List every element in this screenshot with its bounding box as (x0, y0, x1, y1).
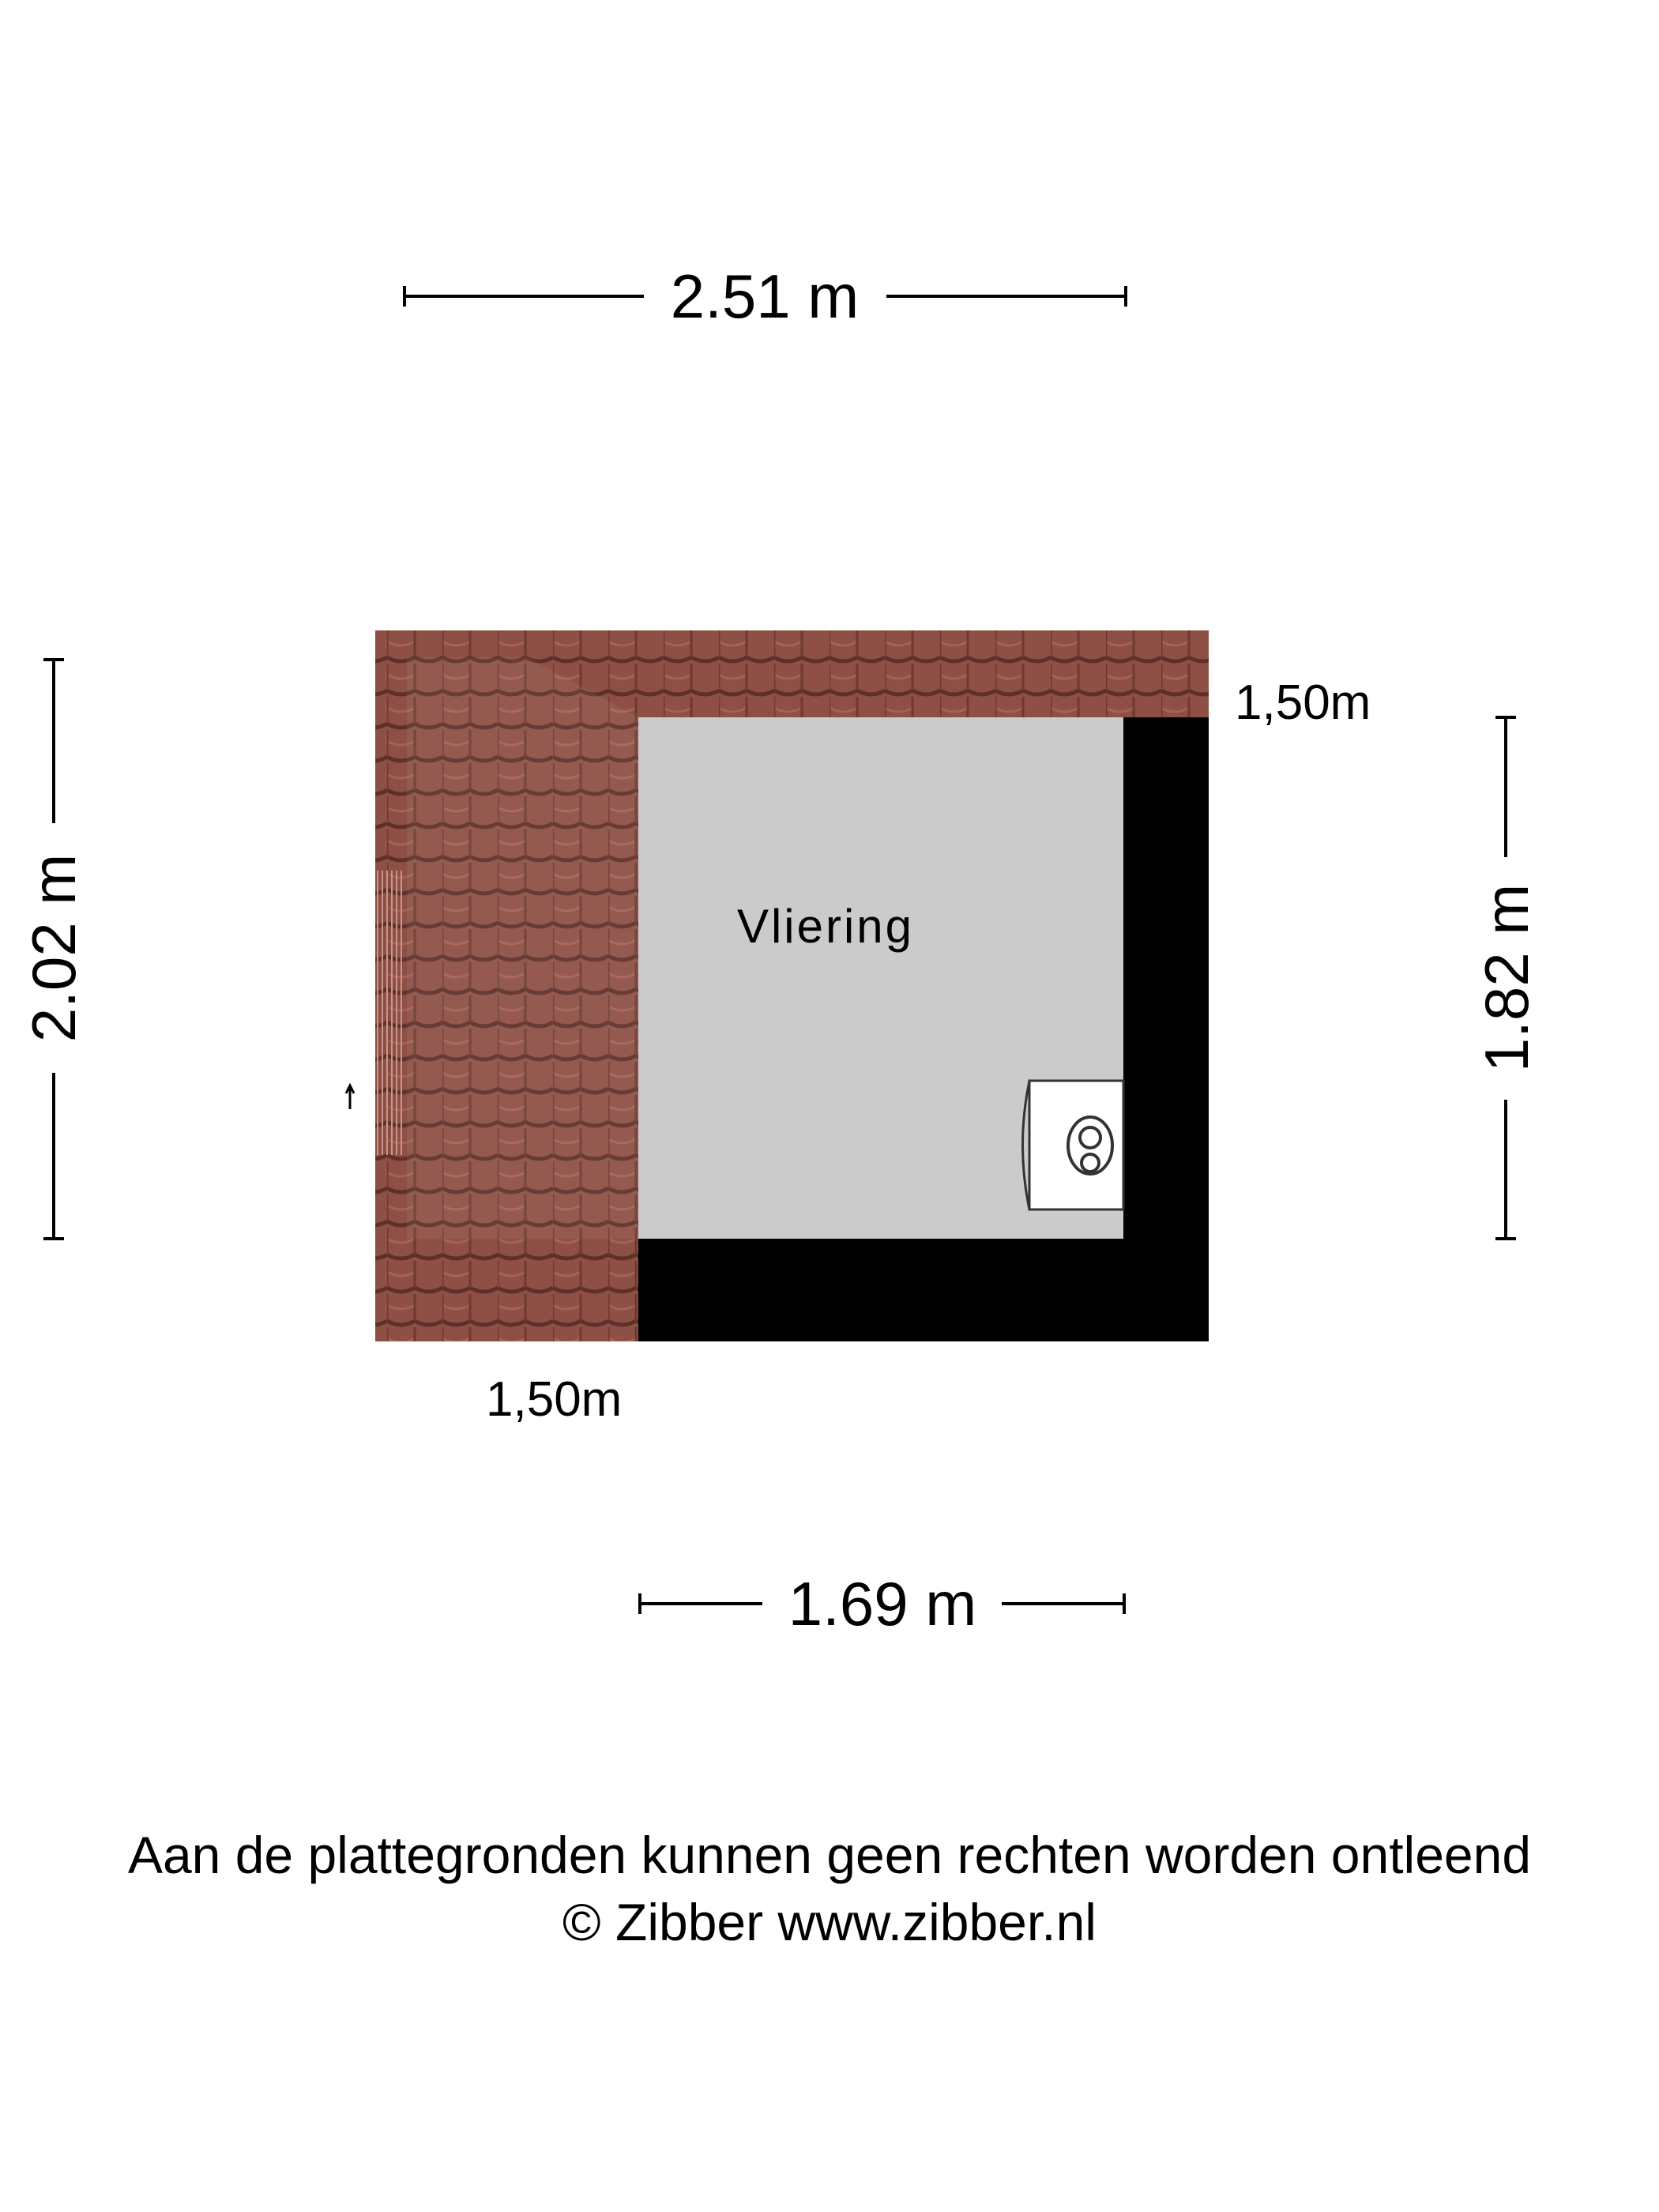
right-height-dimension (1472, 717, 1541, 1239)
room-vliering (375, 630, 1209, 1341)
boiler-icon (1023, 1081, 1124, 1209)
room-name: Vliering (736, 900, 915, 953)
knee-wall-label-top-right: 1,50m (1235, 675, 1371, 730)
disclaimer-text: Aan de plattegronden kunnen geen rechten worden ontleend (127, 1826, 1532, 1884)
black-zone-bottom (638, 1239, 1209, 1341)
top-width-label: 2.51 m (670, 261, 860, 331)
up-arrow-icon (346, 1085, 354, 1109)
roof-tile-shade (407, 657, 638, 1239)
bottom-width-dimension (640, 1569, 1124, 1638)
right-height-label: 1.82 m (1472, 883, 1541, 1073)
copyright-text: © Zibber www.zibber.nl (562, 1893, 1097, 1951)
top-width-dimension (404, 261, 1126, 331)
left-height-label: 2.02 m (19, 853, 88, 1043)
left-height-dimension (19, 660, 88, 1239)
knee-wall-label-bottom-left: 1,50m (486, 1372, 623, 1427)
bottom-width-label: 1.69 m (788, 1569, 977, 1638)
